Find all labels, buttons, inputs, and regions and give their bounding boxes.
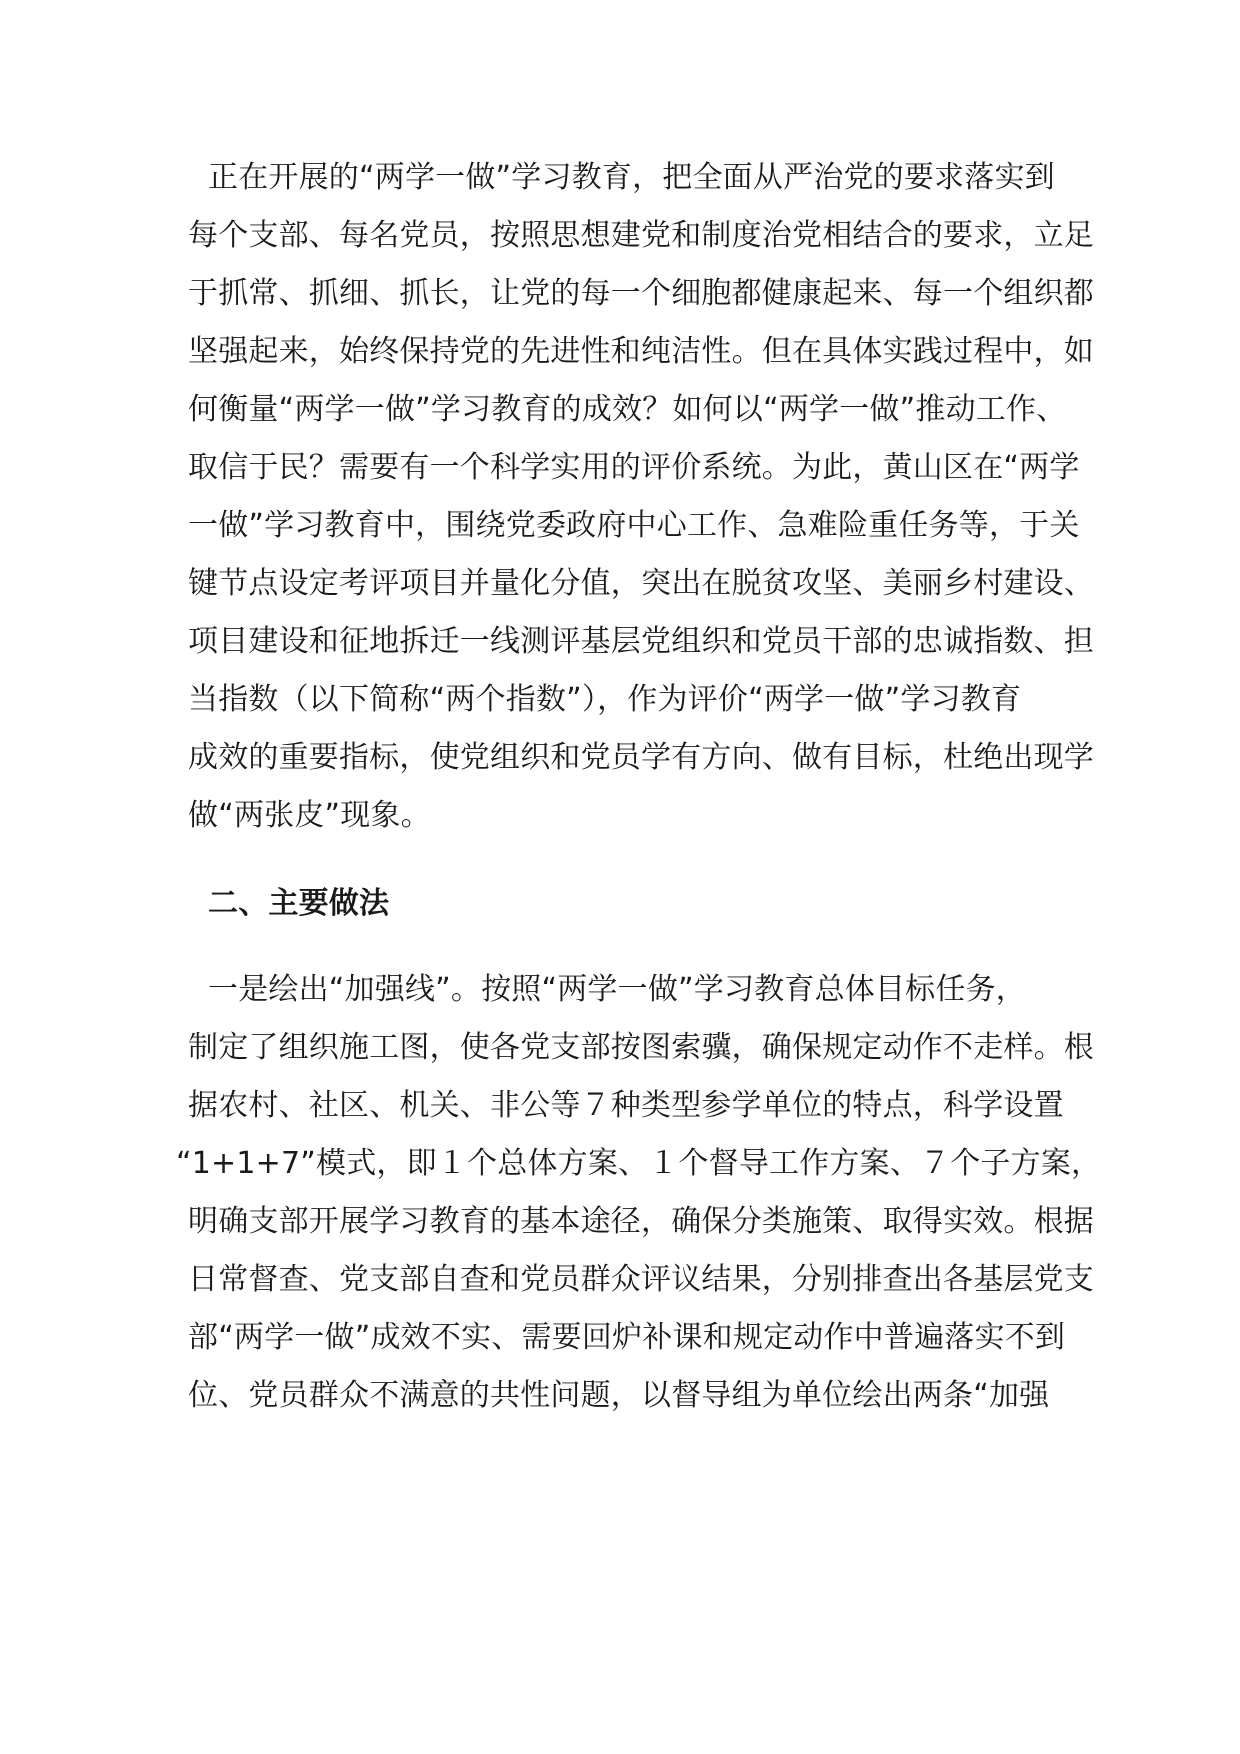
text-line: 据农村、社区、机关、非公等７种类型参学单位的特点，科学设置 [188, 1088, 1064, 1123]
text-line: 明确支部开展学习教育的基本途径，确保分类施策、取得实效。根据 [188, 1204, 1094, 1239]
text-line: 做“两张皮”现象。 [188, 798, 431, 833]
text-line: 日常督查、党支部自查和党员群众评议结果，分别排查出各基层党支 [188, 1262, 1094, 1297]
text-line: 一是绘出“加强线”。按照“两学一做”学习教育总体目标任务， [208, 972, 1026, 1007]
text-line: 每个支部、每名党员，按照思想建党和制度治党相结合的要求，立足 [188, 218, 1094, 253]
text-line: 正在开展的“两学一做”学习教育，把全面从严治党的要求落实到 [208, 160, 1055, 195]
text-line: 当指数（以下简称“两个指数”），作为评价“两学一做”学习教育 [188, 682, 1022, 717]
text-line: 取信于民？需要有一个科学实用的评价系统。为此，黄山区在“两学 [188, 450, 1080, 485]
text-line: 一做”学习教育中，围绕党委政府中心工作、急难险重任务等，于关 [188, 508, 1080, 543]
text-line: “1+1+7”模式，即１个总体方案、１个督导工作方案、７个子方案， [176, 1146, 1102, 1181]
section-heading: 二、主要做法 [208, 886, 390, 921]
text-line: 位、党员群众不满意的共性问题，以督导组为单位绘出两条“加强 [188, 1378, 1050, 1413]
text-line: 何衡量“两学一做”学习教育的成效？如何以“两学一做”推动工作、 [188, 392, 1067, 427]
text-line: 成效的重要指标，使党组织和党员学有方向、做有目标，杜绝出现学 [188, 740, 1094, 775]
text-line: 项目建设和征地拆迁一线测评基层党组织和党员干部的忠诚指数、担 [188, 624, 1094, 659]
text-line: 键节点设定考评项目并量化分值，突出在脱贫攻坚、美丽乡村建设、 [188, 566, 1094, 601]
text-line: 部“两学一做”成效不实、需要回炉补课和规定动作中普遍落实不到 [188, 1320, 1066, 1355]
text-line: 坚强起来，始终保持党的先进性和纯洁性。但在具体实践过程中，如 [188, 334, 1094, 369]
text-line: 于抓常、抓细、抓长，让党的每一个细胞都健康起来、每一个组织都 [188, 276, 1094, 311]
text-line: 制定了组织施工图，使各党支部按图索骥，确保规定动作不走样。根 [188, 1030, 1094, 1065]
